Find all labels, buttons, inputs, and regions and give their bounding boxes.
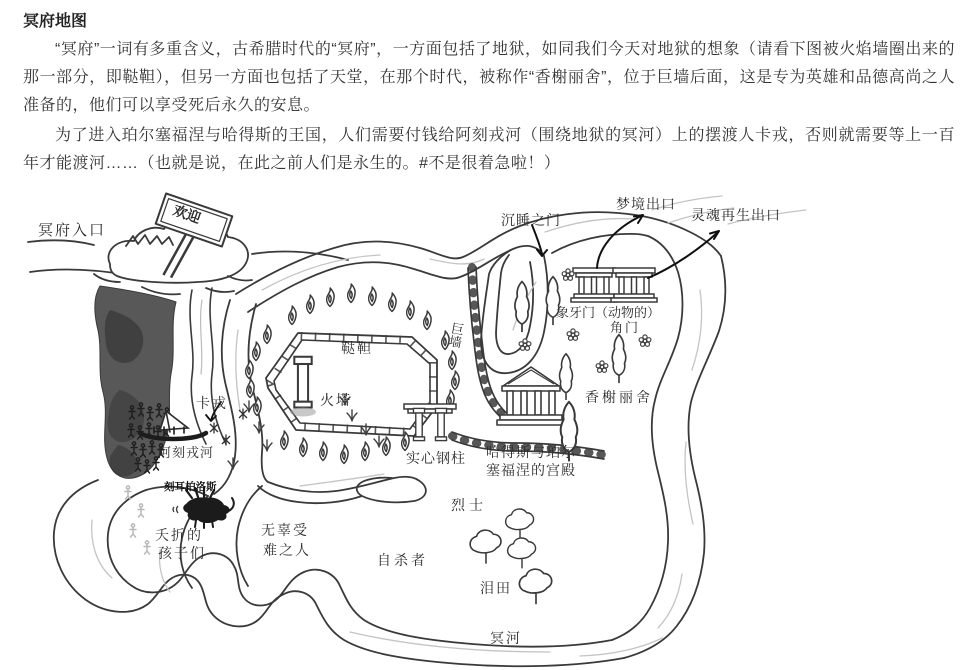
label-field-of-tears: 泪田 [480,580,512,596]
label-welcome-sign: 欢迎 [171,201,203,227]
label-dead-children-2: 孩子们 [158,545,206,561]
dream-exit-arrow [597,215,643,268]
label-tartarus: 鞑靼 [341,340,373,356]
horn-gate-icon [611,268,657,302]
label-martyrs: 烈士 [451,497,487,513]
label-dream-exit: 梦境出口 [616,196,676,212]
intro-paragraph-1: “冥府”一词有多重含义，古希腊时代的“冥府”，一方面包括了地狱，如同我们今天对地狱的想象（请看下图被火焰墙圈出来的那一部分，即鞑靼），但另一方面也包括了天堂，在那个时代，被称作“香榭丽舍”，位于巨墙后面，这是专为英雄和品德高尚之人准备的，他们可以享受死后永久的安息。 [23,41,955,114]
label-elysium: 香榭丽舍 [585,389,653,405]
label-acheron: 阿刻戎河 [158,445,215,460]
label-ivory-gate-2: 角门 [610,320,641,335]
page-title: 冥府地图 [23,13,88,30]
label-styx: 冥河 [490,630,522,646]
map-illustration [0,190,976,670]
label-suicides: 自杀者 [377,552,428,568]
label-innocent-2: 难之人 [263,542,311,558]
intro-paragraph-2: 为了进入珀尔塞福涅与哈得斯的王国，人们需要付钱给阿刻戎河（围绕地狱的冥河）上的摆渡人卡戎，否则就需要等上一百年才能渡河……（也就是说，在此之前人们是永生的。#不是很着急啦！） [23,127,955,172]
label-entrance: 冥府入口 [38,222,107,239]
label-palace-2: 塞福涅的宫殿 [486,462,576,478]
waterfall [190,288,226,444]
cerberus-icon [173,488,234,528]
label-charon: 卡戎 [196,395,228,411]
label-ivory-gate-1: 象牙门（动物的） [556,305,661,320]
underworld-map-figure [0,190,976,670]
label-sleep-gate: 沉睡之门 [501,212,561,228]
label-palace-1: 哈得斯与珀尔 [486,444,576,460]
soul-rebirth-arrow [648,231,719,278]
label-steel-pillars: 实心钢柱 [406,450,466,466]
label-soul-rebirth-exit: 灵魂再生出口 [691,207,781,223]
ghost-souls-icon [125,486,150,554]
label-innocent-1: 无辜受 [261,522,309,538]
label-cerberus: 刻耳柏洛斯 [164,481,217,493]
label-dead-children-1: 夭折的 [155,527,203,543]
label-giant-wall: 巨墙 [445,320,466,350]
ivory-gate-icon [571,268,617,302]
palace-icon [497,367,565,425]
label-fire-tower: 火塔 [320,392,352,408]
